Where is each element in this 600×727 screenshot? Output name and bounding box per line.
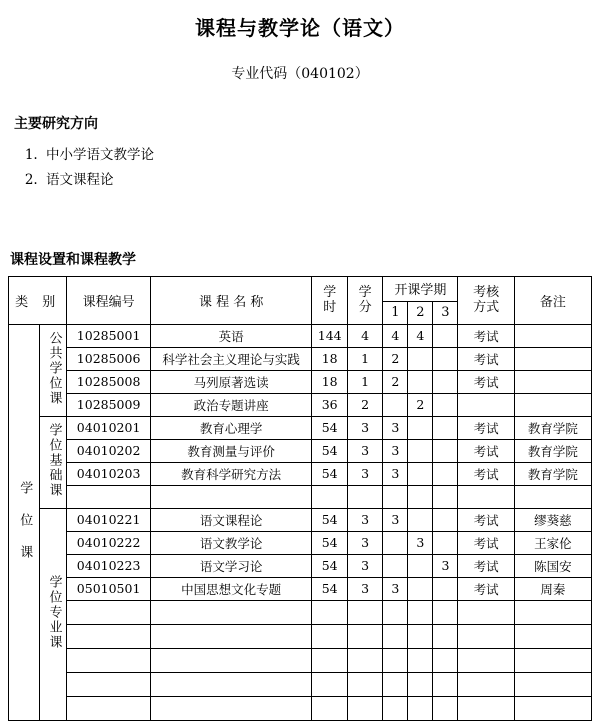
cell-note (514, 624, 591, 648)
page-title: 课程与教学论（语文） (195, 16, 405, 40)
cell-hours: 54 (312, 531, 347, 554)
cell-assessment: 考试 (458, 462, 514, 485)
table-row (9, 577, 592, 600)
cell-term2: 3 (408, 531, 433, 554)
cell-name: 语文学习论 (150, 554, 312, 577)
header-credit-line1: 学 (358, 285, 372, 301)
cell-name (150, 600, 312, 624)
cell-note (514, 370, 591, 393)
cell-term3 (433, 370, 458, 393)
cell-hours: 144 (312, 324, 347, 347)
cell-hours (312, 648, 347, 672)
table-row (9, 439, 592, 462)
cell-term2 (408, 554, 433, 577)
cell-name: 英语 (150, 324, 312, 347)
cell-hours (312, 624, 347, 648)
cell-credit: 1 (347, 347, 382, 370)
cell-note (514, 648, 591, 672)
cell-term1: 2 (383, 347, 408, 370)
table-row (9, 554, 592, 577)
cell-code (67, 696, 150, 720)
cell-code: 04010222 (67, 531, 150, 554)
cell-name: 政治专题讲座 (150, 393, 312, 416)
cell-code: 10285006 (67, 347, 150, 370)
cell-credit (347, 696, 382, 720)
cell-term3: 3 (433, 554, 458, 577)
cell-name: 语文教学论 (150, 531, 312, 554)
cell-note: 陈国安 (514, 554, 591, 577)
table-row (9, 672, 592, 696)
cell-assessment (458, 600, 514, 624)
table-row (9, 347, 592, 370)
header-credit-line2: 分 (358, 300, 372, 316)
header-assessment-line1: 考核 (473, 285, 500, 301)
cell-code: 04010202 (67, 439, 150, 462)
group-cell-foundation (40, 416, 67, 508)
header-code: 课程编号 (67, 276, 150, 324)
cell-term2 (408, 648, 433, 672)
cell-credit (347, 600, 382, 624)
header-note: 备注 (514, 276, 591, 324)
cell-code (67, 600, 150, 624)
cell-note: 教育学院 (514, 462, 591, 485)
cell-term1: 4 (383, 324, 408, 347)
cell-hours: 18 (312, 347, 347, 370)
cell-term1 (383, 696, 408, 720)
cell-term3 (433, 416, 458, 439)
category-label: 学 位 课 (17, 480, 33, 560)
cell-credit: 3 (347, 439, 382, 462)
table-row (9, 462, 592, 485)
cell-term1 (383, 648, 408, 672)
cell-term2 (408, 462, 433, 485)
cell-term1 (383, 393, 408, 416)
cell-assessment (458, 648, 514, 672)
cell-assessment: 考试 (458, 370, 514, 393)
cell-term2 (408, 577, 433, 600)
cell-note (514, 347, 591, 370)
cell-term1 (383, 531, 408, 554)
table-row (9, 324, 592, 347)
cell-term3 (433, 648, 458, 672)
cell-credit (347, 672, 382, 696)
list-item: 1. 中小学语文教学论 (42, 143, 592, 168)
cell-hours: 54 (312, 416, 347, 439)
table-row (9, 508, 592, 531)
group-label: 学位基础课 (46, 422, 62, 498)
cell-term2 (408, 508, 433, 531)
cell-name (150, 696, 312, 720)
header-term-2: 2 (408, 301, 433, 324)
cell-assessment: 考试 (458, 416, 514, 439)
cell-term1: 3 (383, 577, 408, 600)
cell-term3 (433, 439, 458, 462)
curriculum-table (8, 276, 592, 721)
group-label: 公共学位课 (46, 330, 62, 406)
header-assessment (458, 276, 514, 324)
cell-name (150, 648, 312, 672)
table-header-row (9, 276, 592, 301)
cell-code: 10285008 (67, 370, 150, 393)
cell-assessment (458, 485, 514, 508)
cell-credit: 3 (347, 554, 382, 577)
cell-hours (312, 485, 347, 508)
header-terms: 开课学期 (383, 276, 458, 301)
cell-term3 (433, 462, 458, 485)
cell-term3 (433, 485, 458, 508)
cell-term1: 3 (383, 508, 408, 531)
header-hours-line2: 时 (323, 300, 337, 316)
cell-hours (312, 600, 347, 624)
cell-term1: 3 (383, 439, 408, 462)
cell-hours (312, 696, 347, 720)
header-term-3: 3 (433, 301, 458, 324)
group-cell-specialty (40, 508, 67, 720)
cell-credit: 3 (347, 508, 382, 531)
table-row (9, 624, 592, 648)
table-row (9, 696, 592, 720)
cell-note: 王家伦 (514, 531, 591, 554)
table-row (9, 485, 592, 508)
cell-name: 教育科学研究方法 (150, 462, 312, 485)
cell-credit: 3 (347, 577, 382, 600)
cell-code (67, 648, 150, 672)
research-directions-list (8, 143, 592, 193)
table-body (9, 324, 592, 720)
table-row (9, 648, 592, 672)
cell-hours: 18 (312, 370, 347, 393)
document-page (0, 12, 600, 727)
cell-note: 教育学院 (514, 439, 591, 462)
cell-note: 周秦 (514, 577, 591, 600)
cell-term3 (433, 393, 458, 416)
cell-term3 (433, 672, 458, 696)
cell-assessment: 考试 (458, 577, 514, 600)
cell-term2 (408, 485, 433, 508)
cell-term3 (433, 624, 458, 648)
cell-term2 (408, 416, 433, 439)
table-row (9, 393, 592, 416)
cell-name: 科学社会主义理论与实践 (150, 347, 312, 370)
cell-term3 (433, 347, 458, 370)
cell-term1: 3 (383, 416, 408, 439)
cell-note (514, 600, 591, 624)
cell-note: 缪葵慈 (514, 508, 591, 531)
table-row (9, 531, 592, 554)
cell-assessment (458, 696, 514, 720)
cell-term2 (408, 439, 433, 462)
cell-term2: 2 (408, 393, 433, 416)
cell-name: 语文课程论 (150, 508, 312, 531)
group-cell-public (40, 324, 67, 416)
cell-name: 教育心理学 (150, 416, 312, 439)
cell-hours (312, 672, 347, 696)
header-hours-line1: 学 (323, 285, 337, 301)
cell-term1: 3 (383, 462, 408, 485)
cell-code: 10285009 (67, 393, 150, 416)
table-row (9, 600, 592, 624)
cell-note (514, 696, 591, 720)
cell-term3 (433, 600, 458, 624)
cell-assessment (458, 393, 514, 416)
cell-assessment: 考试 (458, 531, 514, 554)
cell-credit: 3 (347, 531, 382, 554)
group-label: 学位专业课 (46, 574, 62, 650)
list-item: 2. 语文课程论 (42, 168, 592, 193)
cell-code: 05010501 (67, 577, 150, 600)
cell-name (150, 624, 312, 648)
cell-term1 (383, 485, 408, 508)
header-hours (312, 276, 347, 324)
cell-note: 教育学院 (514, 416, 591, 439)
cell-assessment: 考试 (458, 508, 514, 531)
cell-term2 (408, 347, 433, 370)
cell-name (150, 672, 312, 696)
cell-code: 04010203 (67, 462, 150, 485)
cell-term2 (408, 600, 433, 624)
cell-assessment: 考试 (458, 439, 514, 462)
cell-code: 04010221 (67, 508, 150, 531)
cell-term1 (383, 624, 408, 648)
header-assessment-line2: 方式 (473, 300, 500, 316)
cell-term1 (383, 600, 408, 624)
header-credit (347, 276, 382, 324)
cell-term1: 2 (383, 370, 408, 393)
cell-credit (347, 624, 382, 648)
cell-note (514, 393, 591, 416)
cell-hours: 54 (312, 508, 347, 531)
cell-term3 (433, 508, 458, 531)
cell-credit: 3 (347, 462, 382, 485)
curriculum-heading: 课程设置和课程教学 (10, 251, 136, 268)
cell-note (514, 324, 591, 347)
cell-note (514, 672, 591, 696)
cell-credit: 1 (347, 370, 382, 393)
cell-code (67, 672, 150, 696)
research-directions-heading: 主要研究方向 (14, 116, 98, 132)
cell-term1 (383, 554, 408, 577)
cell-term2: 4 (408, 324, 433, 347)
table-row (9, 370, 592, 393)
cell-name (150, 485, 312, 508)
cell-assessment (458, 672, 514, 696)
cell-hours: 36 (312, 393, 347, 416)
cell-hours: 54 (312, 554, 347, 577)
cell-assessment: 考试 (458, 324, 514, 347)
cell-assessment: 考试 (458, 554, 514, 577)
category-cell (9, 324, 40, 720)
header-name: 课 程 名 称 (150, 276, 312, 324)
cell-term2 (408, 370, 433, 393)
cell-name: 马列原著选读 (150, 370, 312, 393)
cell-term1 (383, 672, 408, 696)
cell-term3 (433, 577, 458, 600)
cell-code (67, 624, 150, 648)
cell-credit (347, 485, 382, 508)
major-code: 专业代码（040102） (231, 66, 369, 82)
cell-credit: 3 (347, 416, 382, 439)
cell-credit: 2 (347, 393, 382, 416)
cell-hours: 54 (312, 439, 347, 462)
cell-name: 中国思想文化专题 (150, 577, 312, 600)
cell-term3 (433, 696, 458, 720)
cell-hours: 54 (312, 577, 347, 600)
cell-code: 04010223 (67, 554, 150, 577)
cell-term3 (433, 324, 458, 347)
cell-assessment: 考试 (458, 347, 514, 370)
cell-term2 (408, 672, 433, 696)
cell-code: 04010201 (67, 416, 150, 439)
cell-hours: 54 (312, 462, 347, 485)
cell-name: 教育测量与评价 (150, 439, 312, 462)
cell-credit (347, 648, 382, 672)
cell-assessment (458, 624, 514, 648)
cell-code: 10285001 (67, 324, 150, 347)
cell-credit: 4 (347, 324, 382, 347)
header-category: 类 别 (9, 276, 67, 324)
cell-code (67, 485, 150, 508)
cell-note (514, 485, 591, 508)
cell-term2 (408, 624, 433, 648)
cell-term2 (408, 696, 433, 720)
table-row (9, 416, 592, 439)
cell-term3 (433, 531, 458, 554)
header-term-1: 1 (383, 301, 408, 324)
